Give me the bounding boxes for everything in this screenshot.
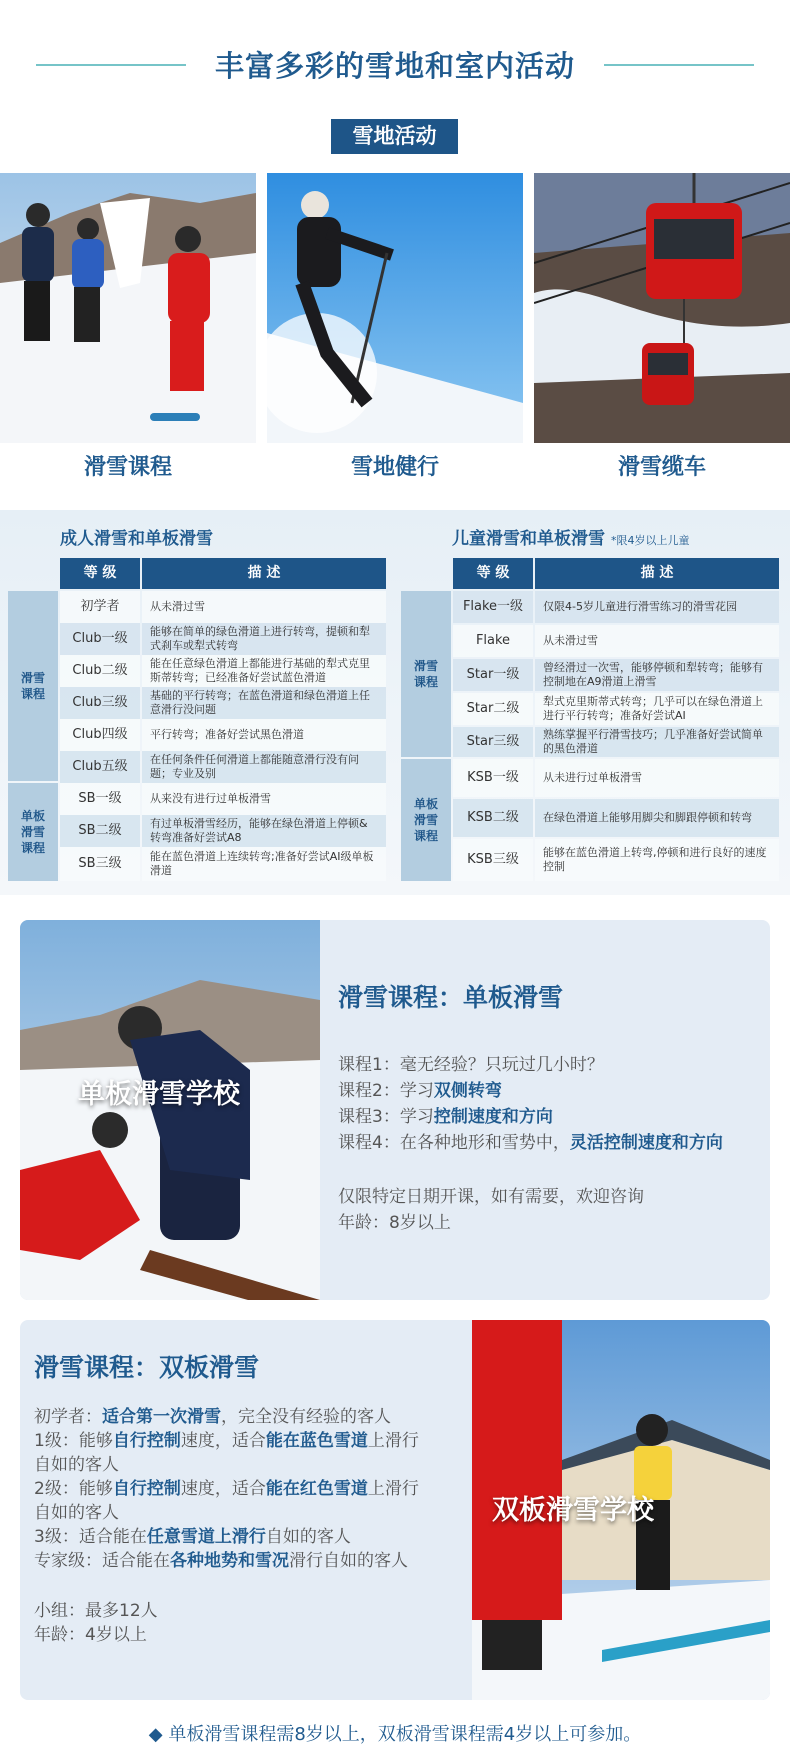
ski-course-line-level2-cont	[34, 1498, 119, 1523]
table-row-level: Star三级	[453, 727, 533, 757]
lesson-level-tables	[0, 510, 790, 895]
kids-table-title-text: 儿童滑雪和单板滑雪	[452, 529, 605, 549]
table-row-desc: 基础的平行转弯；在蓝色滑道和绿色滑道上任意滑行没问题	[142, 687, 386, 719]
table-row-level: KSB一级	[453, 759, 533, 797]
snowboard-school-label: 单板滑雪学校	[78, 1079, 240, 1110]
course-line-highlight: 适合第一次滑雪	[102, 1407, 221, 1427]
snowboard-course-title: 滑雪课程：单板滑雪	[338, 983, 564, 1012]
section-badge: 雪地活动	[331, 119, 458, 154]
table-row-level: Star二级	[453, 693, 533, 725]
course-line-text: 1级：能够	[34, 1431, 113, 1451]
adult-group-ski	[8, 591, 58, 781]
kids-table-note: *限4岁以上儿童	[611, 534, 690, 547]
course-line-highlight: 能在蓝色雪道	[265, 1431, 368, 1451]
course-line-text: ，完全没有经验的客人	[221, 1407, 391, 1427]
header-divider-left	[36, 64, 186, 66]
course-line-highlight: 任意雪道上滑行	[146, 1527, 266, 1547]
course-line-text: 课程1：毫无经验？只玩过几小时？	[338, 1055, 604, 1075]
course-line-text: 专家级：适合能在	[34, 1551, 170, 1571]
ski-course-line-level1-cont	[34, 1450, 119, 1475]
ski-course-group-size: 小组：最多12人	[34, 1601, 158, 1621]
table-row-level: Club四级	[60, 719, 140, 751]
course-line-text: 自如的客人	[34, 1455, 119, 1475]
table-row-desc: 从未滑过雪	[535, 625, 779, 657]
course-line-text: 速度，适合	[180, 1431, 266, 1451]
adult-table-title: 成人滑雪和单板滑雪	[60, 529, 213, 549]
ski-course-line-beginner	[34, 1402, 391, 1427]
page-title: 丰富多彩的雪地和室内活动	[214, 49, 575, 83]
course-line-highlight: 灵活控制速度和方向	[569, 1133, 723, 1153]
course-line-text: 自如的客人	[265, 1527, 351, 1547]
course-line-text: 课程4：在各种地形和雪势中，	[338, 1133, 570, 1153]
course-line-text: 速度，适合	[180, 1479, 266, 1499]
kids-group-snowboard-label: 单板 滑雪 课程	[413, 796, 438, 844]
ski-course-line-level3	[34, 1522, 351, 1547]
ski-course-line-expert	[34, 1546, 408, 1571]
table-row-desc: 仅限4-5岁儿童进行滑雪练习的滑雪花园	[535, 591, 779, 623]
course-line-text: 课程3：学习	[338, 1107, 434, 1127]
table-row-desc: 从未滑过雪	[142, 591, 386, 623]
gondola-lift-photo	[534, 173, 790, 443]
snow-hiking-photo	[267, 173, 523, 443]
table-row-level: Club三级	[60, 687, 140, 719]
kids-group-ski-label: 滑雪 课程	[413, 658, 438, 689]
table-row-level: SB一级	[60, 783, 140, 815]
adult-col-desc: 描 述	[142, 558, 386, 589]
snowboard-course-line-2	[338, 1076, 502, 1101]
table-row-level: Club五级	[60, 751, 140, 783]
course-line-highlight: 自行控制	[112, 1479, 181, 1499]
ski-school-label: 双板滑雪学校	[492, 1495, 654, 1526]
table-row-desc: 从未进行过单板滑雪	[535, 759, 779, 797]
table-row-level: KSB三级	[453, 839, 533, 881]
table-row-desc: 从来没有进行过单板滑雪	[142, 783, 386, 815]
table-row-level: SB二级	[60, 815, 140, 847]
activity-caption-gondola: 滑雪缆车	[617, 455, 706, 480]
course-line-text: 上滑行	[367, 1431, 419, 1451]
adult-col-level: 等 级	[60, 558, 140, 589]
table-row-desc: 能在蓝色滑道上连续转弯;准备好尝试AI级单板滑道	[142, 847, 386, 881]
table-row-desc: 有过单板滑雪经历，能够在绿色滑道上停顿&转弯准备好尝试A8	[142, 815, 386, 847]
ski-course-title: 滑雪课程：双板滑雪	[34, 1353, 260, 1382]
ski-course-line-level2	[34, 1474, 419, 1499]
table-row-level: Flake一级	[453, 591, 533, 623]
ski-course-age: 年龄：4岁以上	[34, 1625, 147, 1645]
table-row-desc: 在任何条件任何滑道上都能随意滑行没有问题；专业及别	[142, 751, 386, 783]
course-line-highlight: 控制速度和方向	[433, 1107, 553, 1127]
course-line-highlight: 自行控制	[112, 1431, 181, 1451]
table-row-desc: 平行转弯；准备好尝试黑色滑道	[142, 719, 386, 751]
course-line-highlight: 各种地势和雪况	[170, 1551, 289, 1571]
course-line-highlight: 能在红色雪道	[265, 1479, 368, 1499]
kids-col-level: 等 级	[453, 558, 533, 589]
course-line-text: 课程2：学习	[338, 1081, 434, 1101]
table-row-level: Star一级	[453, 659, 533, 691]
ski-course-line-level1	[34, 1426, 419, 1451]
table-row-level: Flake	[453, 625, 533, 657]
snowboard-course-line-4	[338, 1128, 723, 1153]
kids-col-desc: 描 述	[535, 558, 779, 589]
table-row-desc: 在绿色滑道上能够用脚尖和脚跟停顿和转弯	[535, 799, 779, 837]
table-row-desc: 犁式克里斯蒂式转弯；几乎可以在绿色滑道上进行平行转弯；准备好尝试AI	[535, 693, 779, 725]
ski-course-panel	[20, 1320, 770, 1700]
snowboard-course-line-3	[338, 1102, 553, 1127]
table-row-level: Club一级	[60, 623, 140, 655]
adult-group-snowboard-label: 单板 滑雪 课程	[20, 808, 45, 856]
kids-group-ski	[401, 591, 451, 757]
adult-group-snowboard	[8, 783, 58, 881]
page-header	[0, 40, 790, 90]
course-line-highlight: 双侧转弯	[433, 1081, 502, 1101]
table-row-desc: 曾经滑过一次雪，能够停顿和犁转弯；能够有控制地在A9滑道上滑雪	[535, 659, 779, 691]
course-line-text: 自如的客人	[34, 1503, 119, 1523]
table-row-desc: 能够在简单的绿色滑道上进行转弯，提顿和犁式刹车或犁式转弯	[142, 623, 386, 655]
table-row-level: Club二级	[60, 655, 140, 687]
snowboard-course-schedule: 仅限特定日期开课，如有需要，欢迎咨询	[338, 1187, 644, 1207]
course-line-text: 3级：适合能在	[34, 1527, 147, 1547]
activity-caption-snow-hiking: 雪地健行	[350, 455, 439, 480]
activity-caption-ski-lesson: 滑雪课程	[83, 455, 172, 480]
age-requirement-note: ◆ 单板滑雪课程需8岁以上，双板滑雪课程需4岁以上可参加。	[148, 1724, 642, 1745]
course-line-text: 初学者：	[34, 1407, 102, 1427]
course-line-text: 2级：能够	[34, 1479, 113, 1499]
header-divider-right	[604, 64, 754, 66]
table-row-level: KSB二级	[453, 799, 533, 837]
table-row-desc: 能够在蓝色滑道上转弯,停顿和进行良好的速度控制	[535, 839, 779, 881]
snowboard-course-line-1	[338, 1050, 604, 1075]
table-row-level: 初学者	[60, 591, 140, 623]
table-row-desc: 熟练掌握平行滑雪技巧；几乎准备好尝试简单的黑色滑道	[535, 727, 779, 757]
course-line-text: 滑行自如的客人	[289, 1551, 408, 1571]
adult-group-ski-label: 滑雪 课程	[20, 670, 45, 701]
kids-table-title	[452, 524, 690, 549]
table-row-desc: 能在任意绿色滑道上都能进行基础的犁式克里斯蒂转弯；已经准备好尝试蓝色滑道	[142, 655, 386, 687]
table-row-level: SB三级	[60, 847, 140, 881]
course-line-text: 上滑行	[367, 1479, 419, 1499]
snowboard-course-age: 年龄：8岁以上	[338, 1213, 451, 1233]
snowboard-lesson-photo	[0, 173, 256, 443]
kids-group-snowboard	[401, 759, 451, 881]
snowboard-course-panel	[20, 920, 770, 1300]
